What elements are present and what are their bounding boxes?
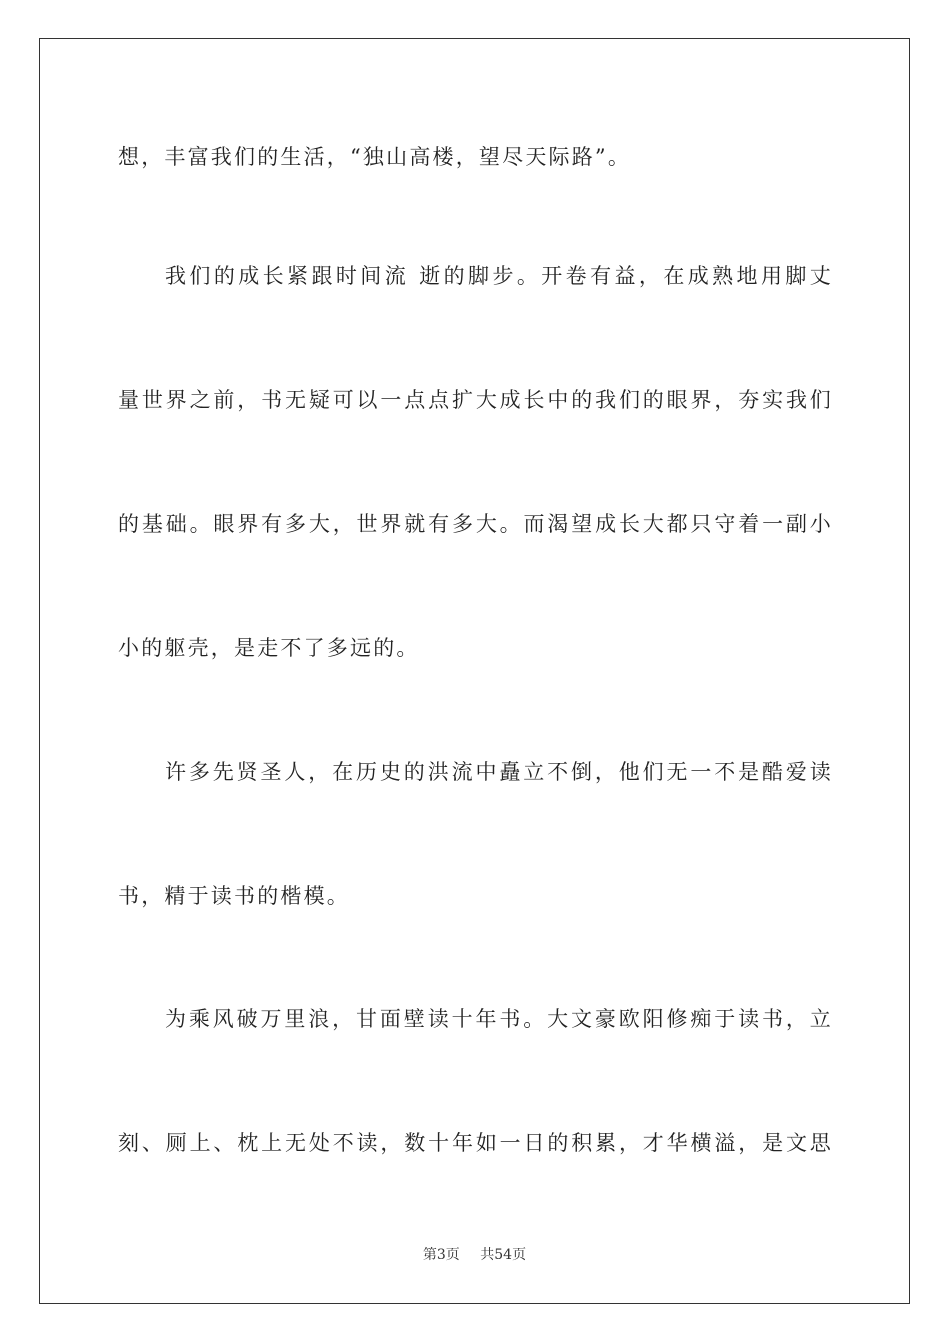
text-line-7: 书，精于读书的楷模。 [118,884,350,908]
page-frame [39,38,910,1304]
text-line-6: 许多先贤圣人，在历史的洪流中矗立不倒，他们无一不是酷爱读 [165,760,833,784]
text-line-2: 我们的成长紧跟时间流 逝的脚步。开卷有益，在成熟地用脚丈 [165,264,833,288]
text-line-8: 为乘风破万里浪，甘面壁读十年书。大文豪欧阳修痴于读书，立 [165,1007,833,1031]
text-line-9: 刻、厕上、枕上无处不读，数十年如一日的积累，才华横溢，是文思 [118,1131,833,1155]
text-line-4: 的基础。眼界有多大，世界就有多大。而渴望成长大都只守着一副小 [118,512,833,536]
page-footer [40,1244,909,1264]
text-line-3: 量世界之前，书无疑可以一点点扩大成长中的我们的眼界，夯实我们 [118,388,833,412]
text-line-1: 想，丰富我们的生活，“独山高楼，望尽天际路”。 [118,145,632,169]
page-number: 第3页 [422,1247,460,1263]
page-total: 共54页 [480,1247,527,1263]
text-line-5: 小的躯壳，是走不了多远的。 [118,636,420,660]
